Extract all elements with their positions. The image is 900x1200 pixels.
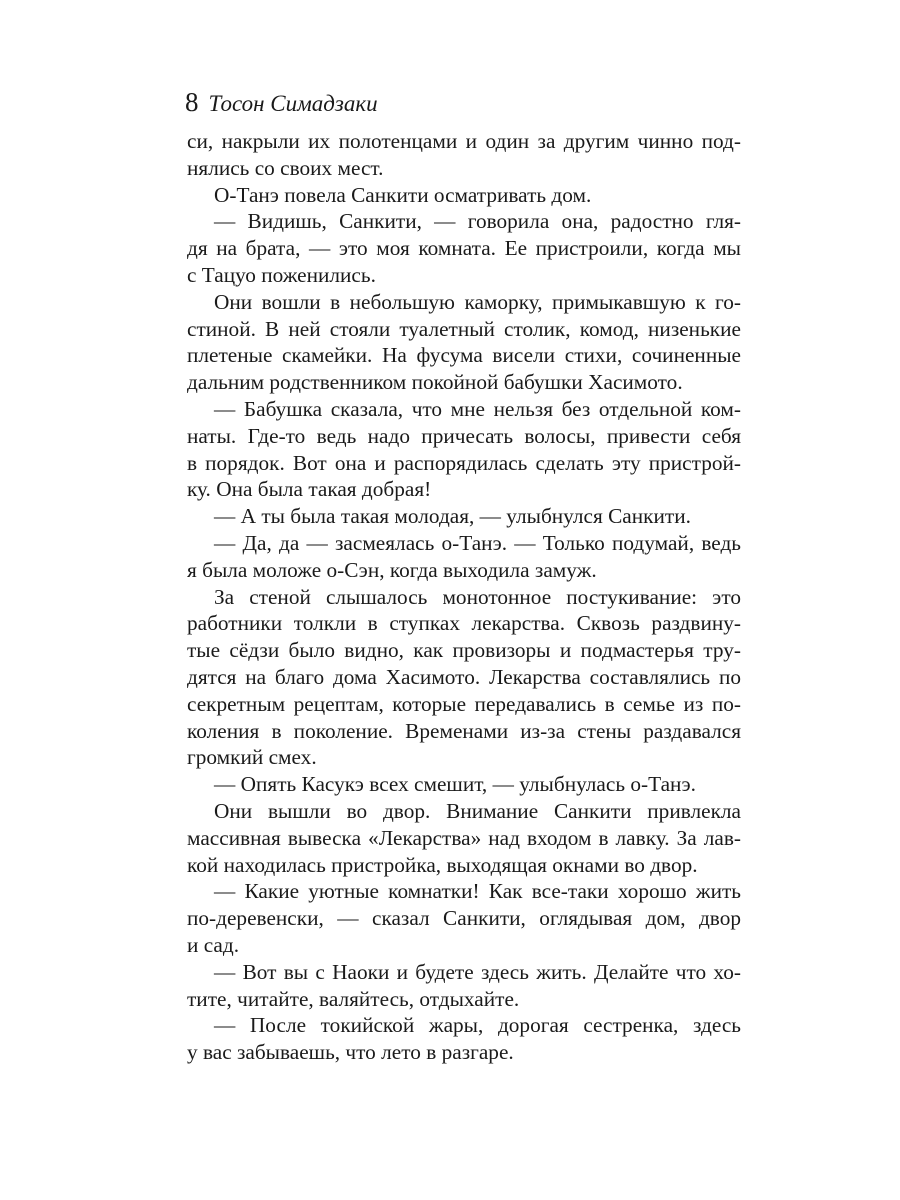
text-line: я была моложе о-Сэн, когда выходила замуж. bbox=[187, 557, 597, 582]
text-line: в порядок. Вот она и распорядилась сделать эту пристрой- bbox=[187, 450, 741, 475]
text-line: Они вышли во двор. Внимание Санкити привлекла bbox=[214, 798, 741, 823]
text-line: и сад. bbox=[187, 932, 240, 957]
text-line: — А ты была такая молодая, — улыбнулся Санкити. bbox=[214, 504, 691, 529]
text-line: си, накрыли их полотенцами и один за другим чинно под- bbox=[187, 129, 741, 153]
text-line: стиной. В ней стояли туалетный столик, комод, низенькие bbox=[187, 316, 741, 341]
text-line: тите, читайте, валяйтесь, отдыхайте. bbox=[187, 986, 520, 1011]
text-line: О-Танэ повела Санкити осматривать дом. bbox=[214, 182, 592, 207]
text-line: коления в поколение. Временами из-за стены раздавался bbox=[187, 718, 741, 743]
text-line: массивная вывеска «Лекарства» над входом в лавку. За лав- bbox=[187, 825, 741, 850]
text-line: дальним родственником покойной бабушки Хасимото. bbox=[187, 370, 683, 395]
text-line: За стеной слышалось монотонное постукивание: это bbox=[214, 584, 741, 609]
text-line: нялись со своих мест. bbox=[187, 155, 384, 180]
text-line: — Опять Касукэ всех смешит, — улыбнулась о-Танэ. bbox=[214, 772, 696, 797]
text-line: — Видишь, Санкити, — говорила она, радостно гля- bbox=[214, 209, 741, 234]
text-line: кой находилась пристройка, выходящая окнами во двор. bbox=[187, 852, 698, 877]
page-number: 8 bbox=[185, 87, 199, 117]
text-line: с Тацуо поженились. bbox=[187, 262, 376, 287]
text-line: дя на брата, — это моя комната. Ее пристроили, когда мы bbox=[187, 236, 741, 261]
text-line: громкий смех. bbox=[187, 745, 317, 770]
body-text bbox=[187, 128, 741, 1066]
text-line: — Вот вы с Наоки и будете здесь жить. Делайте что хо- bbox=[214, 959, 741, 984]
text-line: у вас забываешь, что лето в разгаре. bbox=[187, 1040, 514, 1065]
text-line: — После токийской жары, дорогая сестренка, здесь bbox=[214, 1013, 741, 1038]
text-line: Они вошли в небольшую каморку, примыкавшую к го- bbox=[214, 289, 741, 314]
text-line: по-деревенски, — сказал Санкити, оглядывая дом, двор bbox=[187, 906, 741, 931]
text-line: наты. Где-то ведь надо причесать волосы, привести себя bbox=[187, 423, 741, 448]
running-head-author: Тосон Симадзаки bbox=[208, 91, 378, 116]
text-line: — Какие уютные комнатки! Как все-таки хорошо жить bbox=[214, 879, 741, 904]
text-line: — Бабушка сказала, что мне нельзя без отдельной ком- bbox=[214, 396, 741, 421]
running-head bbox=[185, 82, 378, 122]
text-line: секретным рецептам, которые передавались в семье из по- bbox=[187, 691, 741, 716]
text-line: плетеные скамейки. На фусума висели стихи, сочиненные bbox=[187, 343, 741, 368]
text-line: работники толкли в ступках лекарства. Сквозь раздвину- bbox=[187, 611, 741, 636]
text-line: — Да, да — засмеялась о-Танэ. — Только подумай, ведь bbox=[214, 530, 741, 555]
text-line: тые сёдзи было видно, как провизоры и подмастерья тру- bbox=[187, 638, 741, 663]
text-line: ку. Она была такая добрая! bbox=[187, 477, 432, 502]
text-line: дятся на благо дома Хасимото. Лекарства составлялись по bbox=[187, 664, 741, 689]
